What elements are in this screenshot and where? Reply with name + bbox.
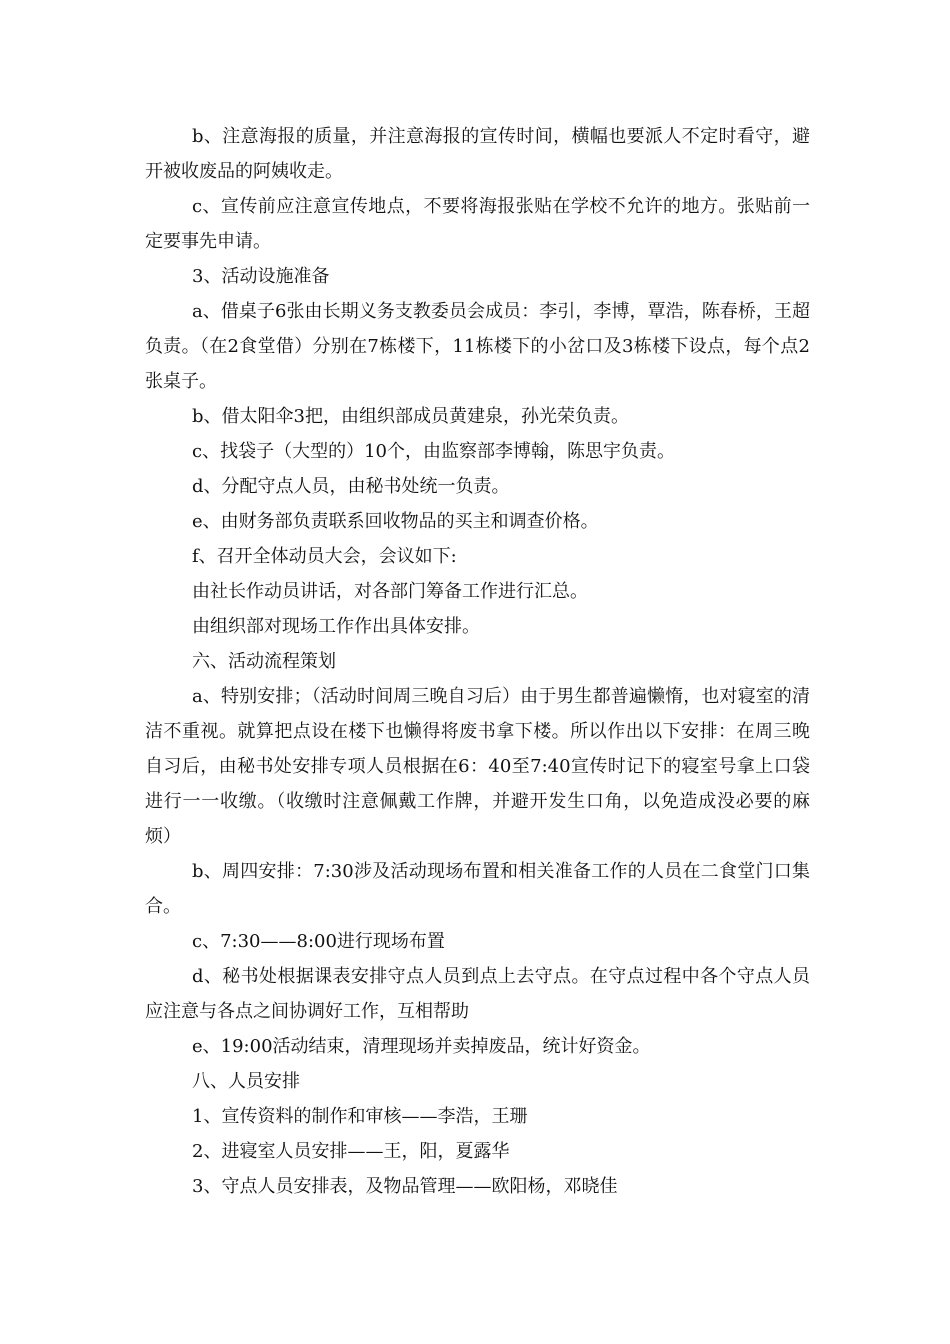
paragraph-assign-staff: d、分配守点人员，由秘书处统一负责。	[192, 476, 510, 497]
paragraph-secretariat-schedule: d、秘书处根据课表安排守点人员到点上去守点。在守点过程中各个守点人员应注意与各点之间协调好工作，互相帮助	[145, 966, 810, 1022]
paragraph-special-arrangement: a、特别安排；（活动时间周三晚自习后）由于男生都普遍懒惰，也对寝室的清洁不重视。就算把点设在楼下也懒得将废书拿下楼。所以作出以下安排：在周三晚自习后，由秘书处安排专项人员根据在6：40至7:40宣传时记下的寝室号拿上口袋进行一一收缴。（收缴时注意佩戴工作牌，并避开发生口角，以免造成没必要的麻烦）	[145, 686, 810, 847]
paragraph-find-bags: c、找袋子（大型的）10个，由监察部李博翰，陈思宇负责。	[192, 441, 675, 462]
document-body	[145, 119, 810, 1204]
list-item-promotion-materials: 1、宣传资料的制作和审核——李浩，王珊	[192, 1106, 528, 1127]
heading-staff-arrangement: 八、人员安排	[192, 1071, 300, 1092]
paragraph-poster-quality: b、注意海报的质量，并注意海报的宣传时间，横幅也要派人不定时看守，避开被收废品的阿姨收走。	[145, 126, 810, 182]
paragraph-organization-arrangement: 由组织部对现场工作作出具体安排。	[192, 616, 480, 637]
paragraph-promotion-location: c、宣传前应注意宣传地点，不要将海报张贴在学校不允许的地方。张贴前一定要事先申请。	[145, 196, 810, 252]
paragraph-mobilization-meeting: f、召开全体动员大会，会议如下:	[192, 546, 457, 567]
heading-facility-preparation: 3、活动设施准备	[192, 266, 330, 287]
list-item-dormitory-staff: 2、进寝室人员安排——王，阳，夏露华	[192, 1141, 510, 1162]
paragraph-site-setup: c、7:30——8:00进行现场布置	[192, 931, 445, 952]
paragraph-president-speech: 由社长作动员讲话，对各部门筹备工作进行汇总。	[192, 581, 588, 602]
paragraph-activity-end: e、19:00活动结束，清理现场并卖掉废品，统计好资金。	[192, 1036, 651, 1057]
list-item-booth-staff: 3、守点人员安排表，及物品管理——欧阳杨，邓晓佳	[192, 1176, 618, 1197]
paragraph-finance-contact: e、由财务部负责联系回收物品的买主和调查价格。	[192, 511, 599, 532]
paragraph-borrow-tables: a、借桌子6张由长期义务支教委员会成员：李引，李博，覃浩，陈春桥，王超负责。（在2食堂借）分别在7栋楼下，11栋楼下的小岔口及3栋楼下设点，每个点2张桌子。	[145, 301, 810, 392]
paragraph-thursday-arrangement: b、周四安排：7:30涉及活动现场布置和相关准备工作的人员在二食堂门口集合。	[145, 861, 810, 917]
paragraph-borrow-umbrellas: b、借太阳伞3把，由组织部成员黄建泉，孙光荣负责。	[192, 406, 629, 427]
heading-activity-process: 六、活动流程策划	[192, 651, 336, 672]
